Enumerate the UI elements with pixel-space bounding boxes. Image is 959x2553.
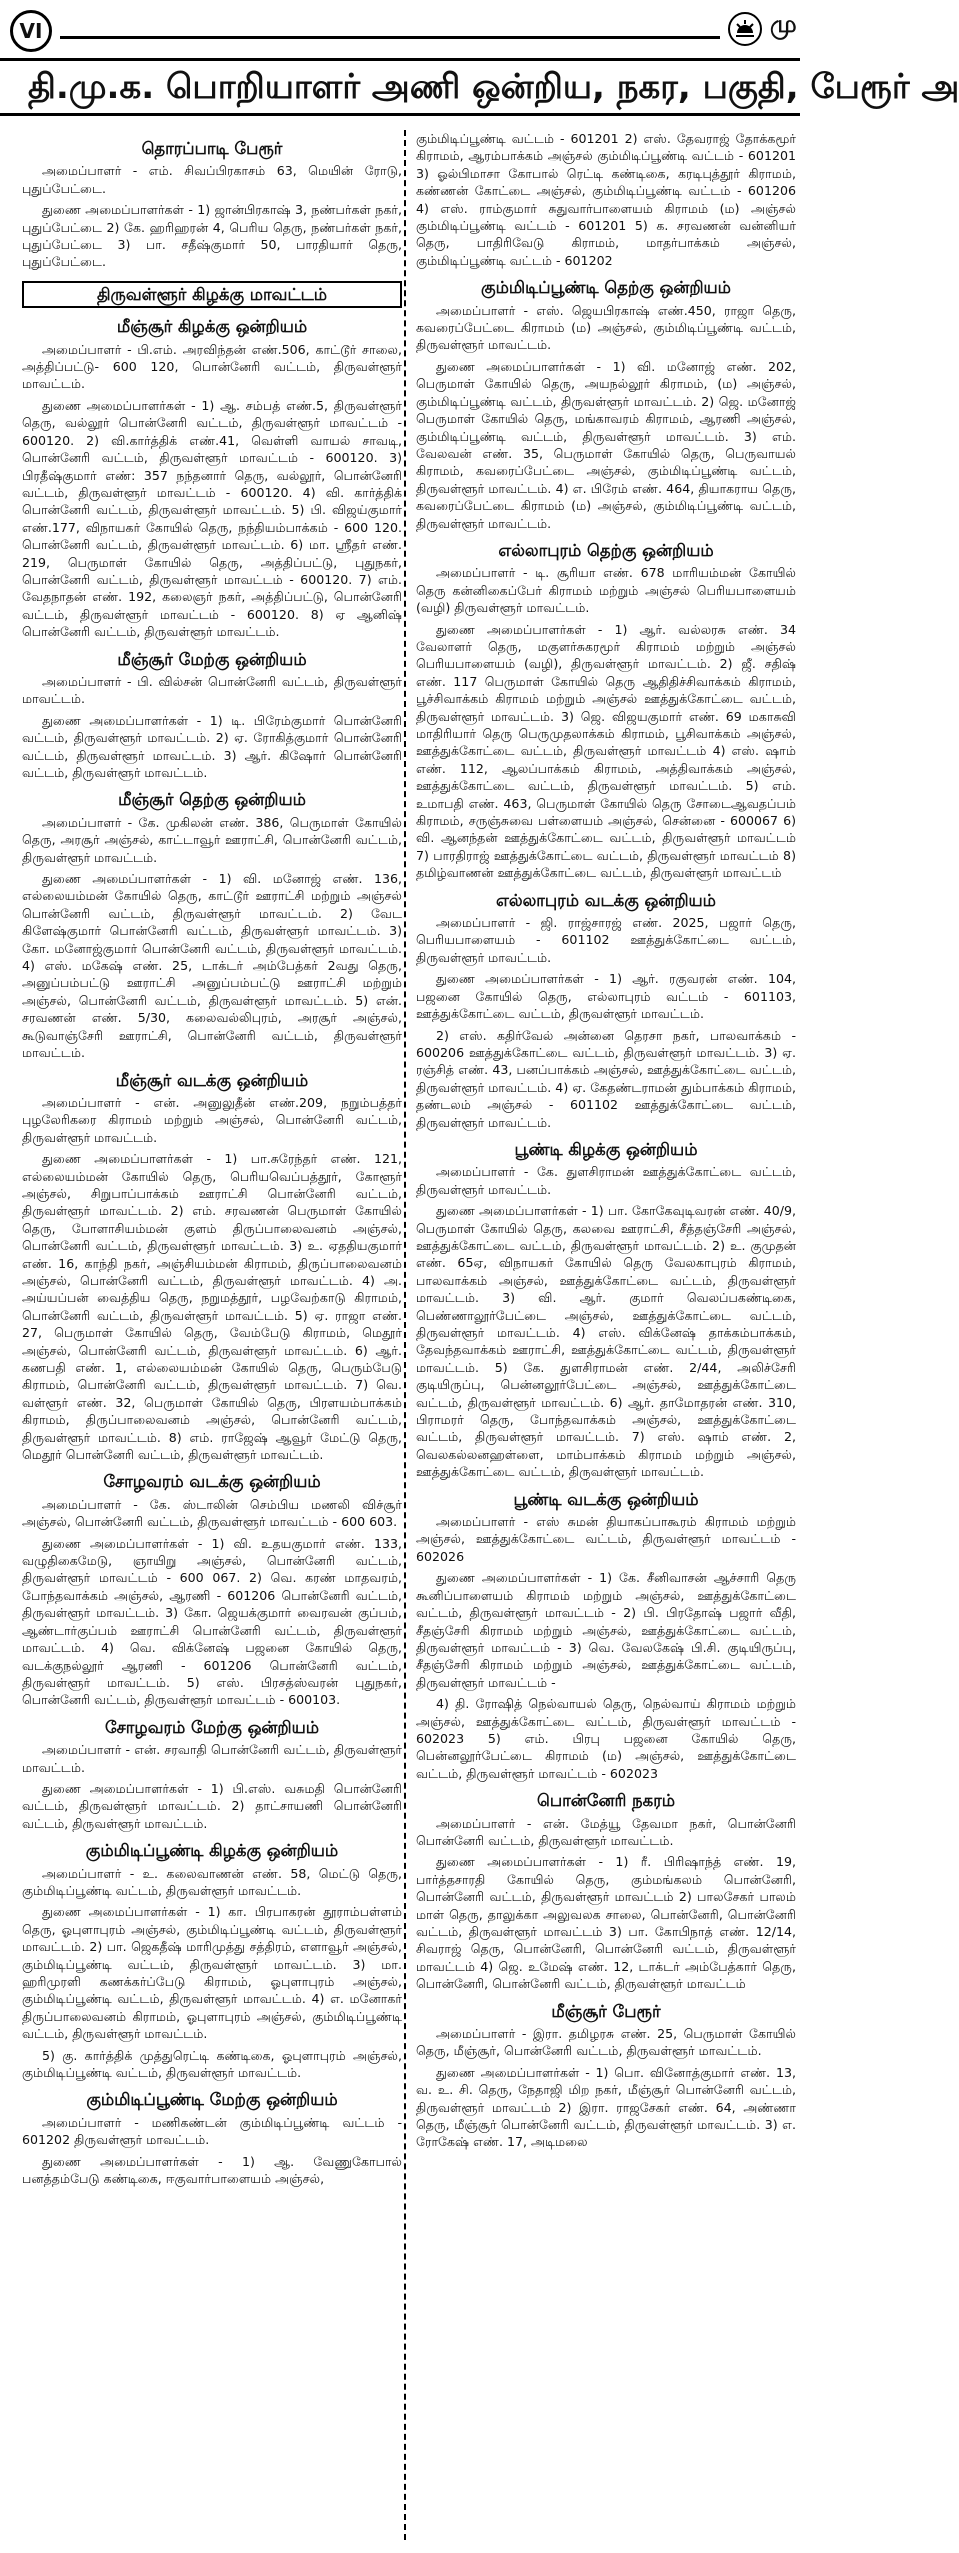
paragraph: அமைப்பாளர் - எஸ் சுமன் தியாகப்பாகூரம் கிராமம் மற்றும் அஞ்சல், ஊத்துக்கோட்டை வட்டம், திருவள்ளூர் மாவட்டம் - 602026 [416,1514,796,1564]
paragraph: அமைப்பாளர் - கே. ஸ்டாலின் செம்பிய மணலி விச்சூர் அஞ்சல், பொன்னேரி வட்டம், திருவள்ளூர் மாவட்டம் - 600 603. [22,1496,402,1530]
column-divider [404,130,406,2540]
paragraph: துணை அமைப்பாளர்கள் - 1) பொ. வினோத்குமார் எண். 13, வ. உ. சி. தெரு, நேதாஜி மிற நகர், மீஞ்சூர் பொன்னேரி வட்டம், திருவள்ளூர் மாவட்டம் 2) இரா. ராஜசேகர் எண். 64, அண்ணா தெரு, மீஞ்சூர் பொன்னேரி வட்டம், திருவள்ளூர் மாவட்டம். 3) எ. ரோகேஷ் எண். 17, அடிமலை [416,2064,796,2150]
title-banner [0,58,959,116]
paragraph: கும்மிடிப்பூண்டி வட்டம் - 601201 2) எஸ். தேவராஜ் தோக்கமூர் கிராமம், ஆரம்பாக்கம் அஞ்சல் கும்மிடிப்பூண்டி வட்டம் - 601201 3) ஓல்பிமாசா கோபால் ரெட்டி கண்டிகை, கரடிபுத்தூர் கிராமம், கண்ணன் கோட்டை அஞ்சல், கும்மிடிப்பூண்டி வட்டம் - 601206 4) எஸ். ராம்குமார் சுதுவார்பாளையம் கிராமம் (ம) அஞ்சல் கும்மிடிப்பூண்டி வட்டம் - 601201 5) க. சரவணன் வன்னியர் தெரு, பாதிரிவேடு கிராமம், மாதர்பாக்கம் அஞ்சல், கும்மிடிப்பூண்டி வட்டம் - 601202 [416,131,796,268]
paragraph: அமைப்பாளர் - ஜி. ராஜ்சாரஜ் எண். 2025, பஜார் தெரு, பெரியபாளையம் - 601102 ஊத்துக்கோட்டை வட்டம், திருவள்ளூர் மாவட்டம். [416,915,796,965]
paragraph: அமைப்பாளர் - உ. கலைவாணன் எண். 58, மெட்டு தெரு, கும்மிடிப்பூண்டி வட்டம், திருவள்ளூர் மாவட்டம். [22,1865,402,1898]
paragraph: துணை அமைப்பாளர்கள் - 1) ரீ. பிரிஷாந்த் எண். 19, பார்த்தசாரதி கோயில் தெரு, கும்மங்கலம் பொன்னேரி, பொன்னேரி வட்டம், திருவள்ளூர் மாவட்டம் 2) பாலசேகர் பாலம் மாள் தெரு, தாலுக்கா அலுவலக சாலை, பொன்னேரி, பொன்னேரி வட்டம், திருவள்ளூர் மாவட்டம் 3) பா. கோபிநாத் எண். 12/14, சிவராஜ் தெரு, பொன்னேரி, பொன்னேரி வட்டம், திருவள்ளூர் மாவட்டம் 4) ஜெ. உமேஷ் எண். 12, டாக்டர் அம்பேத்கார் தெரு, பொன்னேரி, பொன்னேரி வட்டம், திருவள்ளூர் மாவட்டம் [416,1854,796,1992]
paragraph: துணை அமைப்பாளர்கள் - 1) வி. மனோஜ் எண். 136, எல்லையம்மன் கோயில் தெரு, காட்டூர் ஊராட்சி மற்றும் அஞ்சல் பொன்னேரி வட்டம், திருவள்ளூர் மாவட்டம். 2) வேட கிளேஷ்குமார் பொன்னேரி வட்டம், திருவள்ளூர் மாவட்டம். 3) கோ. மனோஜ்குமார் பொன்னேரி வட்டம், திருவள்ளூர் மாவட்டம். 4) எஸ். மகேஷ் எண். 25, டாக்டர் அம்பேத்கர் 2வது தெரு, அனுப்பம்பட்டு ஊராட்சி அனுப்பம்பட்டு ஊராட்சி மற்றும் அஞ்சல், பொன்னேரி வட்டம், திருவள்ளூர் மாவட்டம். 5) என். சரவணன் எண். 5/30, கலைவல்லிபுரம், அரசூர் அஞ்சல், கூடுவாஞ்சேரி ஊராட்சி, பொன்னேரி வட்டம், திருவள்ளூர் மாவட்டம். [22,871,402,1061]
paragraph: அமைப்பாளர் - கே. முகிலன் எண். 386, பெருமாள் கோயில் தெரு, அரசூர் அஞ்சல், காட்டாவூர் ஊராட்சி, பொன்னேரி வட்டம், திருவள்ளூர் மாவட்டம். [22,814,402,865]
section-heading: சோழவரம் மேற்கு ஒன்றியம் [104,1717,320,1737]
page-header [0,0,959,120]
banner-title: தி.மு.க. பொறியாளர் அணி ஒன்றிய, நகர, பகுதி, பேரூர் அ [28,67,959,107]
section-heading: சோழவரம் வடக்கு ஒன்றியம் [103,1472,321,1492]
paragraph: அமைப்பாளர் - மணிகண்டன் கும்மிடிப்பூண்டி வட்டம் - 601202 திருவள்ளூர் மாவட்டம். [22,2114,402,2148]
paragraph: துணை அமைப்பாளர்கள் - 1) கே. சீனிவாசன் ஆச்சாரி தெரு கூனிப்பாளையம் கிராமம் மற்றும் அஞ்சல், ஊத்துக்கோட்டை வட்டம், திருவள்ளூர் மாவட்டம் - 2) பி. பிரதோஷ் பஜார் வீதி, சீதஞ்சேரி கிராமம் மற்றும் அஞ்சல், ஊத்துக்கோட்டை வட்டம், திருவள்ளூர் மாவட்டம் - 3) வெ. வேலகேஷ் பி.சி. குடியிருப்பு, சீதஞ்சேரி கிராமம் மற்றும் அஞ்சல், ஊத்துக்கோட்டை வட்டம், திருவள்ளூர் மாவட்டம் - [416,1570,796,1690]
section-heading: பூண்டி வடக்கு ஒன்றியம் [513,1489,699,1509]
section-heading: கும்மிடிப்பூண்டி மேற்கு ஒன்றியம் [86,2090,338,2110]
paragraph: துணை அமைப்பாளர்கள் - 1) ஆர். வல்லரசு எண். 34 வேலாளர் தெரு, மகுளர்சுகரமூர் கிராமம் மற்றும் அஞ்சல் பெரியபாளையம் (வழி), திருவள்ளூர் மாவட்டம். 2) ஜீ. சதிஷ் எண். 117 பெருமாள் கோயில் தெரு ஆதிதிச்சிவாக்கம் கிராமம், பூச்சிவாக்கம் கிராமம் மற்றும் அஞ்சல் ஊத்துக்கோட்டை வட்டம், திருவள்ளூர் மாவட்டம். 3) ஜெ. விஜயகுமார் எண். 69 மகாசுவி மாதிரியார் தெரு பெருமுதலாக்கம் கிராமம், பூசிவாக்கம் அஞ்சல், ஊத்துக்கோட்டை வட்டம், திருவள்ளூர் மாவட்டம் 4) எஸ். ஷாம் எண். 112, ஆலப்பாக்கம் கிராமம், அத்திவாக்கம் அஞ்சல், ஊத்துக்கோட்டை வட்டம், திருவள்ளூர் மாவட்டம். 5) எம். உமாபதி எண். 463, பெருமாள் கோயில் தெரு சோடைஆவதப்பம் கிராமம், சருஞ்சுவை பள்ளையம் அஞ்சல், சென்னை - 600067 6) வி. ஆனந்தன் ஊத்துக்கோட்டை வட்டம், திருவள்ளூர் மாவட்டம் 7) பாரதிராஜ் ஊத்துக்கோட்டை வட்டம், திருவள்ளூர் மாவட்டம் 8) தமிழ்வாணன் ஊத்துக்கோட்டை வட்டம், திருவள்ளூர் மாவட்டம் [416,621,796,881]
paragraph: துணை அமைப்பாளர்கள் - 1) பா. கோகேவுடிவரன் எண். 40/9, பெருமாள் கோயில் தெரு, கலவை ஊராட்சி, சீத்தஞ்சேரி அஞ்சல், ஊத்துக்கோட்டை வட்டம், திருவள்ளூர் மாவட்டம். 2) உ. குமுதன் எண். 65ஏ, விநாயகர் கோயில் தெரு வேலகாபுரம் கிராமம், பாலவாக்கம் அஞ்சல், ஊத்துக்கோட்டை வட்டம், திருவள்ளூர் மாவட்டம். 3) வி. ஆர். குமார் வெலப்பகண்டிகை, பெண்ணாலூர்பேட்டை அஞ்சல், ஊத்துக்கோட்டை வட்டம், திருவள்ளூர் மாவட்டம். 4) எஸ். விக்னேஷ் தாக்கம்பாக்கம், தேவந்தவாக்கம் ஊராட்சி, ஊத்துக்கோட்டை வட்டம், திருவள்ளூர் மாவட்டம். 5) கே. துளசிராமன் எண். 2/44, அலிச்சேரி குடியிருப்பு, பென்னலூர்பேட்டை அஞ்சல், ஊத்துக்கோட்டை வட்டம், திருவள்ளூர் மாவட்டம். 6) ஆர். தாமோதரன் எண். 310, பிராமரர் தெரு, போந்தவாக்கம் அஞ்சல், ஊத்துக்கோட்டை வட்டம், திருவள்ளூர் மாவட்டம். 7) எஸ். ஷாம் எண். 2, வெலகல்லனஹள்ளை, மாம்பாக்கம் கிராமம் மற்றும் அஞ்சல், ஊத்துக்கோட்டை வட்டம், திருவள்ளூர் மாவட்டம். [416,1203,796,1480]
paragraph: 4) தி. ரோஷித் நெல்வாயல் தெரு, நெல்வாய் கிராமம் மற்றும் அஞ்சல், ஊத்துக்கோட்டை வட்டம், திருவள்ளூர் மாவட்டம் - 602023 5) எம். பிரபு பஜனை கோயில் தெரு, பென்னலூர்பேட்டை கிராமம் (ம) அஞ்சல், ஊத்துக்கோட்டை வட்டம், திருவள்ளூர் மாவட்டம் - 602023 [416,1696,796,1781]
section-heading: மீஞ்சூர் தெற்கு ஒன்றியம் [118,790,306,810]
paragraph: அமைப்பாளர் - கே. துளசிராமன் ஊத்துக்கோட்டை வட்டம், திருவள்ளூர் மாவட்டம். [416,1164,796,1197]
paragraph: அமைப்பாளர் - எம். சிவப்பிரகாசம் 63, மெயின் ரோடு, புதுப்பேட்டை. [22,163,402,196]
paragraph: அமைப்பாளர் - பி. வில்சன் பொன்னேரி வட்டம், திருவள்ளூர் மாவட்டம். [22,673,402,707]
section-heading: தொரப்பாடி பேரூர் [141,139,283,158]
page-number: VI [10,10,52,52]
paragraph: அமைப்பாளர் - என். அனுலுதீன் எண்.209, நறும்பத்தர் புழலேரிகரை கிராமம் மற்றும் அஞ்சல், பொன்னேரி வட்டம், திருவள்ளூர் மாவட்டம். [22,1094,402,1145]
paragraph: துணை அமைப்பாளர்கள் - 1) ஜான்பிரகாஷ் 3, நண்பர்கள் நகர், புதுப்பேட்டை 2) கே. ஹரிஹரன் 4, பெரிய தெரு, நண்பர்கள் நகர், புதுப்பேட்டை 3) பா. சதீஷ்குமார் 50, பாரதியார் தெரு, புதுப்பேட்டை. [22,202,402,270]
paragraph: துணை அமைப்பாளர்கள் - 1) கா. பிரபாகரன் தூராம்பள்ளம் தெரு, ஓபுளாபுரம் அஞ்சல், கும்மிடிப்பூண்டி வட்டம், திருவள்ளூர் மாவட்டம். 2) பா. ஜெகதீஷ் மாரிமுத்து சத்திரம், எளாவூர் அஞ்சல், கும்மிடிப்பூண்டி வட்டம், திருவள்ளூர் மாவட்டம். 3) மா. ஹரிமுரளி கணக்கர்ப்பேடு கிராமம், ஓபுளாபுரம் அஞ்சல், கும்மிடிப்பூண்டி வட்டம், திருவள்ளூர் மாவட்டம். 4) எ. மனோகர் திருப்பாலைவனம் கிராமம், ஓபுளாபுரம் அஞ்சல், கும்மிடிப்பூண்டி வட்டம், திருவள்ளூர் மாவட்டம். [22,1904,402,2042]
paragraph: 5) கு. கார்த்திக் முத்துரெட்டி கண்டிகை, ஓபுளாபுரம் அஞ்சல், கும்மிடிப்பூண்டி வட்டம், திருவள்ளூர் மாவட்டம். [22,2047,402,2081]
rising-sun-logo-icon [728,12,762,46]
section-heading: எல்லாபுரம் தெற்கு ஒன்றியம் [498,540,714,560]
paragraph: துணை அமைப்பாளர்கள் - 1) ஆ. வேணுகோபால் பனத்தம்பேடு கண்டிகை, ஈகுவார்பாளையம் அஞ்சல், [22,2153,402,2187]
paragraph: துணை அமைப்பாளர்கள் - 1) ஆர். ரகுவரன் எண். 104, பஜனை கோயில் தெரு, எல்லாபுரம் வட்டம் - 601103, ஊத்துக்கோட்டை வட்டம், திருவள்ளூர் மாவட்டம். [416,971,796,1022]
paragraph: துணை அமைப்பாளர்கள் - 1) பி.எஸ். வசுமதி பொன்னேரி வட்டம், திருவள்ளூர் மாவட்டம். 2) தாட்சாயணி பொன்னேரி வட்டம், திருவள்ளூர் மாவட்டம். [22,1780,402,1831]
section-heading: பூண்டி கிழக்கு ஒன்றியம் [514,1139,698,1159]
paragraph: துணை அமைப்பாளர்கள் - 1) டி. பிரேம்குமார் பொன்னேரி வட்டம், திருவள்ளூர் மாவட்டம். 2) ஏ. ரோகித்குமார் பொன்னேரி வட்டம், திருவள்ளூர் மாவட்டம். 3) ஆர். கிஷோர் பொன்னேரி வட்டம், திருவள்ளூர் மாவட்டம். [22,712,402,780]
section-heading: மீஞ்சூர் வடக்கு ஒன்றியம் [115,1070,309,1090]
left-column [22,130,402,2540]
section-heading: மீஞ்சூர் பேரூர் [551,2001,661,2021]
paragraph: துணை அமைப்பாளர்கள் - 1) வி. உதயகுமார் எண். 133, வழுதிகைமேடு, ஞாயிறு அஞ்சல், பொன்னேரி வட்டம், திருவள்ளூர் மாவட்டம் - 600 067. 2) வெ. கரண் மாதவரம், போந்தவாக்கம் அஞ்சல், ஆரணி - 601206 பொன்னேரி வட்டம், திருவள்ளூர் மாவட்டம். 3) கோ. ஜெயக்குமார் வைரவன் குப்பம், ஆண்டார்குப்பம் ஊராட்சி பொன்னேரி வட்டம், திருவள்ளூர் மாவட்டம். 4) வெ. விக்னேஷ் பஜனை கோயில் தெரு, வடக்குநல்லூர் ஆரணி - 601206 பொன்னேரி வட்டம், திருவள்ளூர் மாவட்டம். 5) எஸ். பிரசத்ஸ்வரன் புதுநகர், பொன்னேரி வட்டம், திருவள்ளூர் மாவட்டம் - 600103. [22,1535,402,1708]
header-rule [60,36,720,39]
paragraph: அமைப்பாளர் - இரா. தமிழரசு எண். 25, பெருமாள் கோயில் தெரு, மீஞ்சூர், பொன்னேரி வட்டம், திருவள்ளூர் மாவட்டம். [416,2026,796,2059]
right-column [416,130,796,2540]
masthead-text: மு [770,10,797,38]
paragraph: அமைப்பாளர் - என். மேத்யூ தேவமா நகர், பொன்னேரி பொன்னேரி வட்டம், திருவள்ளூர் மாவட்டம். [416,1815,796,1848]
section-heading: பொன்னேரி நகரம் [536,1791,676,1811]
section-heading: கும்மிடிப்பூண்டி கிழக்கு ஒன்றியம் [85,1841,339,1861]
paragraph: அமைப்பாளர் - டி. சூரியா எண். 678 மாரியம்மன் கோயில் தெரு கன்னிகைப்பேர் கிராமம் மற்றும் அஞ்சல் பெரியபாளையம் (வழி) திருவள்ளூர் மாவட்டம். [416,565,796,616]
paragraph: 2) எஸ். கதிர்வேல் அன்னை தெரசா நகர், பாலவாக்கம் - 600206 ஊத்துக்கோட்டை வட்டம், திருவள்ளூர் மாவட்டம். 3) ஏ. ரஞ்சித் எண். 43, பனப்பாக்கம் அஞ்சல், ஊத்துக்கோட்டை வட்டம், திருவள்ளூர் மாவட்டம். 4) ஏ. கேதண்டராமன் தும்பாக்கம் கிராமம், தண்டலம் அஞ்சல் - 601102 ஊத்துக்கோட்டை வட்டம், திருவள்ளூர் மாவட்டம். [416,1027,796,1130]
paragraph: துணை அமைப்பாளர்கள் - 1) பா.சுரேந்தர் எண். 121, எல்லையம்மன் கோயில் தெரு, பெரியவெப்பத்தூர், கோளூர் அஞ்சல், சிறுபாப்பாக்கம் ஊராட்சி பொன்னேரி வட்டம், திருவள்ளூர் மாவட்டம். 2) எம். சரவணன் பெருமாள் கோயில் தெரு, போளாசியம்மன் குளம் திருப்பாலைவனம் அஞ்சல், பொன்னேரி வட்டம், திருவள்ளூர் மாவட்டம். 3) உ. ஏததியகுமார் எண். 16, காந்தி நகர், அஞ்சியம்மன் கிராமம், திருப்பாலைவனம் அஞ்சல், பொன்னேரி வட்டம், திருவள்ளூர் மாவட்டம். 4) அ. அய்யப்பன் வைத்திய தெரு, நறுமத்தூர், பழவேற்காடு கிராமம், பொன்னேரி வட்டம், திருவள்ளூர் மாவட்டம். 5) ஏ. ராஜா எண். 27, பெருமாள் கோயில் தெரு, வேம்பேடு கிராமம், மெதூர் அஞ்சல், பொன்னேரி வட்டம், திருவள்ளூர் மாவட்டம். 6) ஆர். கணபதி எண். 1, எல்லையம்மன் கோயில் தெரு, பெரும்பேடு கிராமம், பொன்னேரி வட்டம், திருவள்ளூர் மாவட்டம். 7) வெ. வள்ளூர் எண். 32, பெருமாள் கோயில் தெரு, பிரளயம்பாக்கம் கிராமம், திருப்பாலைவனம் அஞ்சல், பொன்னேரி வட்டம், திருவள்ளூர் மாவட்டம். 8) எம். ராஜேஷ் ஆவூர் மேட்டு தெரு, மெதூர் பொன்னேரி வட்டம், திருவள்ளூர் மாவட்டம். [22,1151,402,1463]
paragraph: அமைப்பாளர் - பி.எம். அரவிந்தன் எண்.506, காட்டூர் சாலை, அத்திப்பட்டு- 600 120, பொன்னேரி வட்டம், திருவள்ளூர் மாவட்டம். [22,341,402,392]
section-heading: மீஞ்சூர் மேற்கு ஒன்றியம் [117,649,307,669]
paragraph: அமைப்பாளர் - என். சரவாதி பொன்னேரி வட்டம், திருவள்ளூர் மாவட்டம். [22,1742,402,1775]
district-heading: திருவள்ளூர் கிழக்கு மாவட்டம் [22,281,402,308]
paragraph: துணை அமைப்பாளர்கள் - 1) வி. மனோஜ் எண். 202, பெருமாள் கோயில் தெரு, அயநல்லூர் கிராமம், (ம) அஞ்சல், கும்மிடிப்பூண்டி வட்டம், திருவள்ளூர் மாவட்டம். 2) ஜெ. மனோஜ் பெருமாள் கோயில் தெரு, மங்காவரம் கிராமம், ஆரணி அஞ்சல், கும்மிடிப்பூண்டி வட்டம், திருவள்ளூர் மாவட்டம். 3) எம். வேலவன் எண். 35, பெருமாள் கோயில் தெரு, பெருவாயல் கிராமம், கவரைப்பேட்டை அஞ்சல், கும்மிடிப்பூண்டி வட்டம், திருவள்ளூர் மாவட்டம். 4) எ. பிரேம் எண். 464, தியாகராய தெரு, கவரைப்பேட்டை கிராமம் (ம) அஞ்சல், கும்மிடிப்பூண்டி வட்டம், திருவள்ளூர் மாவட்டம். [416,358,796,531]
section-heading: மீஞ்சூர் கிழக்கு ஒன்றியம் [116,317,308,337]
paragraph: துணை அமைப்பாளர்கள் - 1) ஆ. சம்பத் எண்.5, திருவள்ளூர் தெரு, வல்லூர் பொன்னேரி வட்டம், திருவள்ளூர் மாவட்டம் - 600120. 2) வி.கார்த்திக் எண்.41, வெள்ளி வாயல் சாவடி, பொன்னேரி வட்டம், திருவள்ளூர் மாவட்டம் - 600120. 3) பிரதீஷ்குமார் எண்: 357 நந்தனார் தெரு, வல்லூர், பொன்னேரி வட்டம், திருவள்ளூர் மாவட்டம் - 600120. 4) வி. கார்த்திக் பொன்னேரி வட்டம், திருவள்ளூர் மாவட்டம். 5) பி. விஜய்குமார் எண்.177, விநாயகர் கோயில் தெரு, நந்தியம்பாக்கம் - 600 120. பொன்னேரி வட்டம், திருவள்ளூர் மாவட்டம். 6) மா. ஸ்ரீதர் எண். 219, பெருமாள் கோயில் தெரு, அத்திப்பட்டு, புதுநகர், பொன்னேரி வட்டம், திருவள்ளூர் மாவட்டம் - 600120. 7) எம். வேதநாதன் எண். 192, கலைஞர் நகர், அத்திப்பட்டு, பொன்னேரி வட்டம், திருவள்ளூர் மாவட்டம் - 600120. 8) ஏ ஆனிஷ் பொன்னேரி வட்டம், திருவள்ளூர் மாவட்டம். [22,397,402,640]
section-heading: எல்லாபுரம் வடக்கு ஒன்றியம் [496,890,716,910]
paragraph: அமைப்பாளர் - எஸ். ஜெயபிரகாஷ் எண்.450, ராஜா தெரு, கவரைப்பேட்டை கிராமம் (ம) அஞ்சல், கும்மிடிப்பூண்டி வட்டம், திருவள்ளூர் மாவட்டம். [416,302,796,353]
section-heading: கும்மிடிப்பூண்டி தெற்கு ஒன்றியம் [481,278,731,298]
